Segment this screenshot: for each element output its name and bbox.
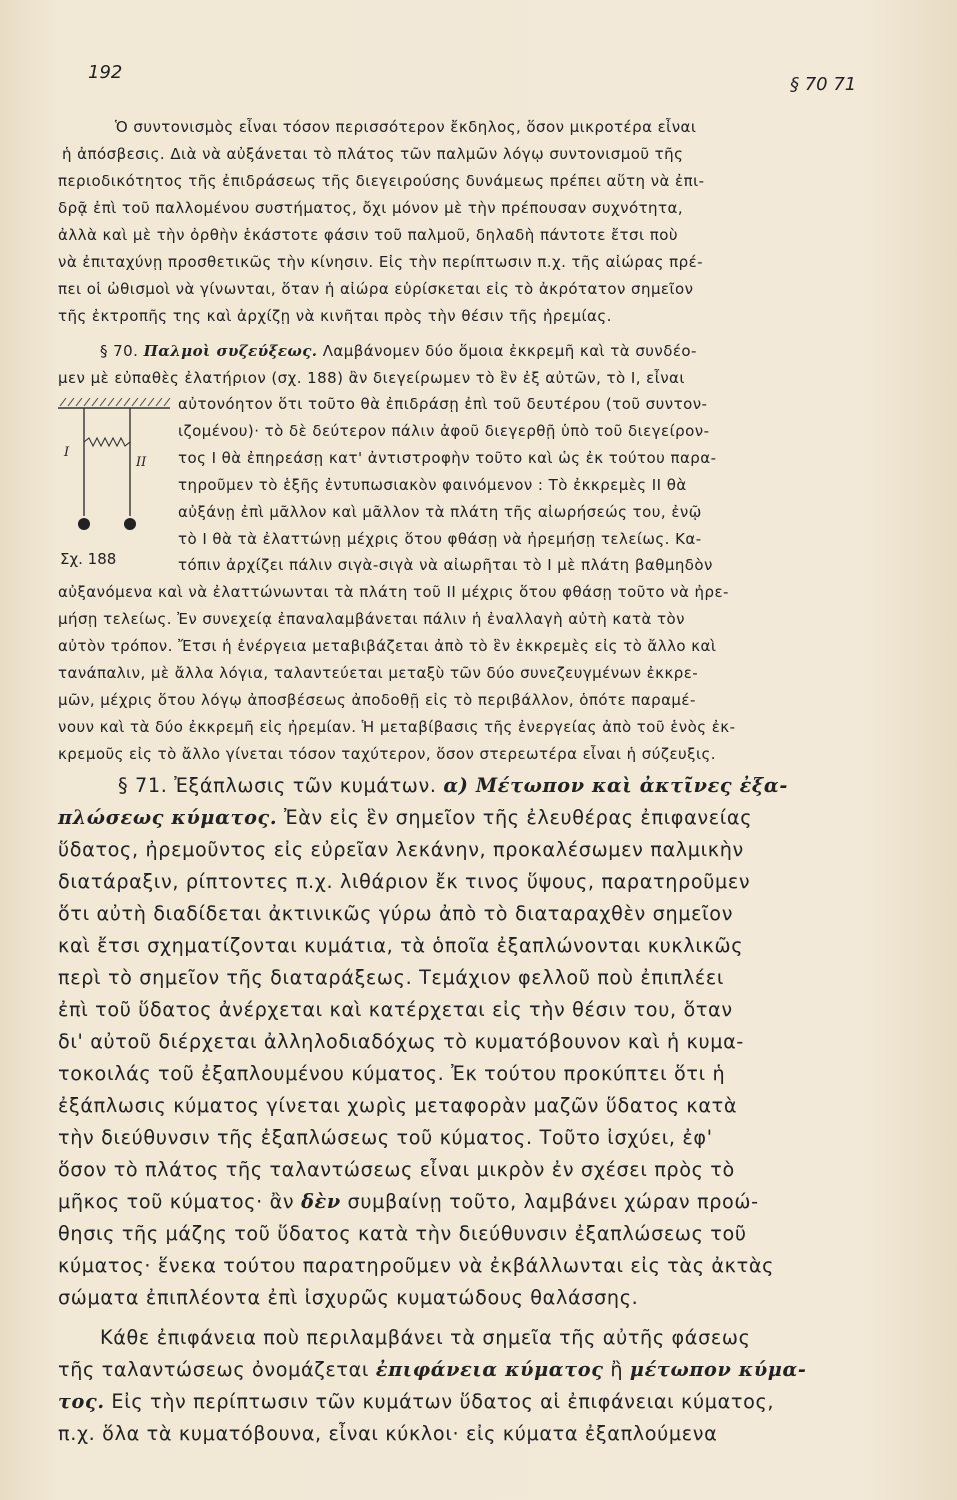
emphasis-den: δὲν <box>301 1190 341 1213</box>
text-line: καὶ ἔτσι σχηματίζονται κυμάτια, τὰ ὁποῖα ἐξαπλώνονται κυκλικῶς <box>58 934 744 957</box>
text-line: τανάπαλιν, μὲ ἄλλα λόγια, ταλαντεύεται μεταξὺ τῶν δύο συνεζευγμένων ἐκκρε- <box>58 664 699 682</box>
text-line: τηροῦμεν τὸ ἑξῆς ἐντυπωσιακὸν φαινόμενον : Τὸ ἐκκρεμὲς II θὰ <box>178 476 687 494</box>
ceiling-hatching <box>58 398 170 408</box>
text-fragment: ἢ <box>610 1358 624 1381</box>
text-line: ἐπὶ τοῦ ὕδατος ἀνέρχεται καὶ κατέρχεται εἰς τὴν θέσιν του, ὅταν <box>58 998 733 1021</box>
text-line: μήσῃ τελείως. Ἐν συνεχείᾳ ἐπαναλαμβάνεται πάλιν ἡ ἐναλλαγὴ αὐτὴ κατὰ τὸν <box>58 610 685 628</box>
text-line: δι' αὐτοῦ διέρχεται ἀλληλοδιαδόχως τὸ κυματόβουνον καὶ ἡ κυμα- <box>58 1030 744 1053</box>
text-fragment: μῆκος τοῦ κύματος· ἂν <box>58 1190 295 1213</box>
coupled-pendulums-figure <box>58 394 178 539</box>
section-71-heading: Ἐξάπλωσις τῶν κυμάτων. <box>174 774 437 797</box>
text-line: Ὁ συντονισμὸς εἶναι τόσον περισσότερον ἔκδηλος, ὅσον μικροτέρα εἶναι <box>115 118 697 136</box>
text-line: περιοδικότητος τῆς ἐπιδράσεως τῆς διεγειρούσης δυνάμεως πρέπει αὕτη νὰ ἐπι- <box>58 172 705 190</box>
pendulum-ii-bob <box>124 518 136 530</box>
page-number: 192 <box>88 62 123 83</box>
text-line: ἡ ἀπόσβεσις. Διὰ νὰ αὐξάνεται τὸ πλάτος τῶν παλμῶν λόγῳ συντονισμοῦ τῆς <box>62 145 684 163</box>
text-line: αὐτονόητον ὅτι τοῦτο θὰ ἐπιδράσῃ ἐπὶ τοῦ δευτέρου (τοῦ συντον- <box>178 395 708 413</box>
coupling-spring <box>84 438 130 446</box>
figure-caption: Σχ. 188 <box>60 550 117 568</box>
text-line: διατάραξιν, ρίπτοντες π.χ. λιθάριον ἔκ τινος ὕψους, παρατηροῦμεν <box>58 870 751 893</box>
section-71-heading-line <box>118 774 788 797</box>
section-70-title: Παλμοὶ συζεύξεως. <box>143 342 318 360</box>
text-line: ιζομένου)· τὸ δὲ δεύτερον πάλιν ἀφοῦ διεγερθῇ ὑπὸ τοῦ διεγείρον- <box>178 422 710 440</box>
text-line: ὅσον τὸ πλάτος τῆς ταλαντώσεως εἶναι μικρὸν ἐν σχέσει πρὸς τὸ <box>58 1158 735 1181</box>
term-wave-front: μέτωπον κύμα- <box>629 1358 807 1381</box>
text-line: νουν καὶ τὰ δύο ἐκκρεμῆ εἰς ἠρεμίαν. Ἡ μεταβίβασις τῆς ἐνεργείας ἀπὸ τοῦ ἑνὸς ἐκ- <box>58 718 736 736</box>
text-line <box>58 1358 807 1381</box>
text-line: μῶν, μέχρις ὅτου λόγῳ ἀποσβέσεως ἀποδοθῇ εἰς τὸ περιβάλλον, ὁπότε παραμέ- <box>58 691 696 709</box>
text-fragment: Ἐὰν εἰς ἓν σημεῖον τῆς ἐλευθέρας ἐπιφανείας <box>283 806 753 829</box>
text-line: τοκοιλάς τοῦ ἐξαπλουμένου κύματος. Ἐκ τούτου προκύπτει ὅτι ἡ <box>58 1062 726 1085</box>
text-line: αὐξάνῃ ἐπὶ μᾶλλον καὶ μᾶλλον τὰ πλάτη τῆς αἰωρήσεώς του, ἐνῷ <box>178 503 702 521</box>
text-line: ἀλλὰ καὶ μὲ τὴν ὀρθὴν ἑκάστοτε φάσιν τοῦ παλμοῦ, δηλαδὴ πάντοτε ἔτσι ποὺ <box>58 226 678 244</box>
text-line: τος I θὰ ἐπηρεάσῃ κατ' ἀντιστροφὴν τοῦτο καὶ ὡς ἐκ τούτου παρα- <box>178 449 717 467</box>
term-wave-surface: ἐπιφάνεια κύματος <box>375 1358 604 1381</box>
text-line: περὶ τὸ σημεῖον τῆς διαταράξεως. Τεμάχιον φελλοῦ ποὺ ἐπιπλέει <box>58 966 725 989</box>
text-line: νὰ ἐπιταχύνῃ προσθετικῶς τὴν κίνησιν. Εἰς τὴν περίπτωσιν π.χ. τῆς αἰώρας πρέ- <box>58 253 703 271</box>
text-line <box>58 1390 774 1413</box>
pendulum-i-bob <box>78 518 90 530</box>
text-line: Κάθε ἐπιφάνεια ποὺ περιλαμβάνει τὰ σημεῖα τῆς αὐτῆς φάσεως <box>100 1326 751 1349</box>
text-line: κρεμοῦς εἰς τὸ ἄλλο γίνεται τόσον ταχύτερον, ὅσον στερεωτέρα εἶναι ἡ σύζευξις. <box>58 745 716 763</box>
text-line: σώματα ἐπιπλέοντα ἐπὶ ἰσχυρῶς κυματώδους θαλάσσης. <box>58 1286 639 1309</box>
text-line: αὐτὸν τρόπον. Ἔτσι ἡ ἐνέργεια μεταβιβάζεται ἀπὸ τὸ ἓν ἐκκρεμὲς εἰς τὸ ἄλλο καὶ <box>58 637 717 655</box>
text-line: θησις τῆς μάζης τοῦ ὕδατος κατὰ τὴν διεύθυνσιν ἐξαπλώσεως τοῦ <box>58 1222 747 1245</box>
section-71-subheading: α) Μέτωπον καὶ ἀκτῖνες ἐξα- <box>443 774 788 797</box>
text-line: π.χ. ὅλα τὰ κυματόβουνα, εἶναι κύκλοι· εἰς κύματα ἐξαπλούμενα <box>58 1422 718 1445</box>
text-line <box>58 806 752 829</box>
text-line <box>58 1190 759 1213</box>
section-70-number: § 70. <box>100 342 139 360</box>
text-line: ὕδατος, ἠρεμοῦντος εἰς εὐρεῖαν λεκάνην, προκαλέσωμεν παλμικὴν <box>58 838 744 861</box>
text-line: πει οἱ ὠθισμοὶ νὰ γίνωνται, ὅταν ἡ αἰώρα εὑρίσκεται εἰς τὸ ἀκρότατον σημεῖον <box>58 280 694 298</box>
text-line: τὸ I θὰ τὰ ἐλαττώνῃ μέχρις ὅτου φθάσῃ νὰ ἠρεμήσῃ τελείως. Κα- <box>178 530 702 548</box>
text-line: αὐξανόμενα καὶ νὰ ἐλαττώνωνται τὰ πλάτη τοῦ II μέχρις ὅτου φθάσῃ τοῦτο νὰ ἠρε- <box>58 583 729 601</box>
section-71-number: § 71. <box>118 774 168 797</box>
pendulum-ii-label: II <box>136 455 147 470</box>
text-line: ὅτι αὐτὴ διαδίδεται ἀκτινικῶς γύρω ἀπὸ τὸ διαταραχθὲν σημεῖον <box>58 902 734 925</box>
pendulum-i-label: I <box>64 445 70 460</box>
text-line: τὴν διεύθυνσιν τῆς ἐξαπλώσεως τοῦ κύματος. Τοῦτο ἰσχύει, ἐφ' <box>58 1126 713 1149</box>
text-fragment: συμβαίνῃ τοῦτο, λαμβάνει χώραν προώ- <box>347 1190 759 1213</box>
text-line: ἐξάπλωσις κύματος γίνεται χωρὶς μεταφορὰν μαζῶν ὕδατος κατὰ <box>58 1094 738 1117</box>
text-fragment: Εἰς τὴν περίπτωσιν τῶν κυμάτων ὕδατος αἱ ἐπιφάνειαι κύματος, <box>111 1390 775 1413</box>
text-line: τόπιν ἀρχίζει πάλιν σιγὰ-σιγὰ νὰ αἰωρῆται τὸ I μὲ πλάτη βαθμηδὸν <box>178 556 713 574</box>
section-70-heading-line <box>100 342 697 360</box>
text-fragment: τῆς ταλαντώσεως ὀνομάζεται <box>58 1358 370 1381</box>
text-line: δρᾷ ἐπὶ τοῦ παλλομένου συστήματος, ὄχι μόνον μὲ τὴν πρέπουσαν συχνότητα, <box>58 199 684 217</box>
text-fragment: Λαμβάνομεν δύο ὅμοια ἐκκρεμῆ καὶ τὰ συνδέο- <box>322 342 697 360</box>
section-71-subheading-cont: πλώσεως κύματος. <box>58 806 278 829</box>
text-line: μεν μὲ εὐπαθὲς ἐλατήριον (σχ. 188) ἂν διεγείρωμεν τὸ ἓν ἐξ αὐτῶν, τὸ I, εἶναι <box>58 369 685 387</box>
text-line: τῆς ἐκτροπῆς της καὶ ἀρχίζῃ νὰ κινῆται πρὸς τὴν θέσιν τῆς ἠρεμίας. <box>58 307 612 325</box>
section-reference: § 70 71 <box>790 74 857 95</box>
text-line: κύματος· ἕνεκα τούτου παρατηροῦμεν νὰ ἐκβάλλωνται εἰς τὰς ἀκτὰς <box>58 1254 775 1277</box>
term-wave-front-cont: τος. <box>58 1390 105 1413</box>
